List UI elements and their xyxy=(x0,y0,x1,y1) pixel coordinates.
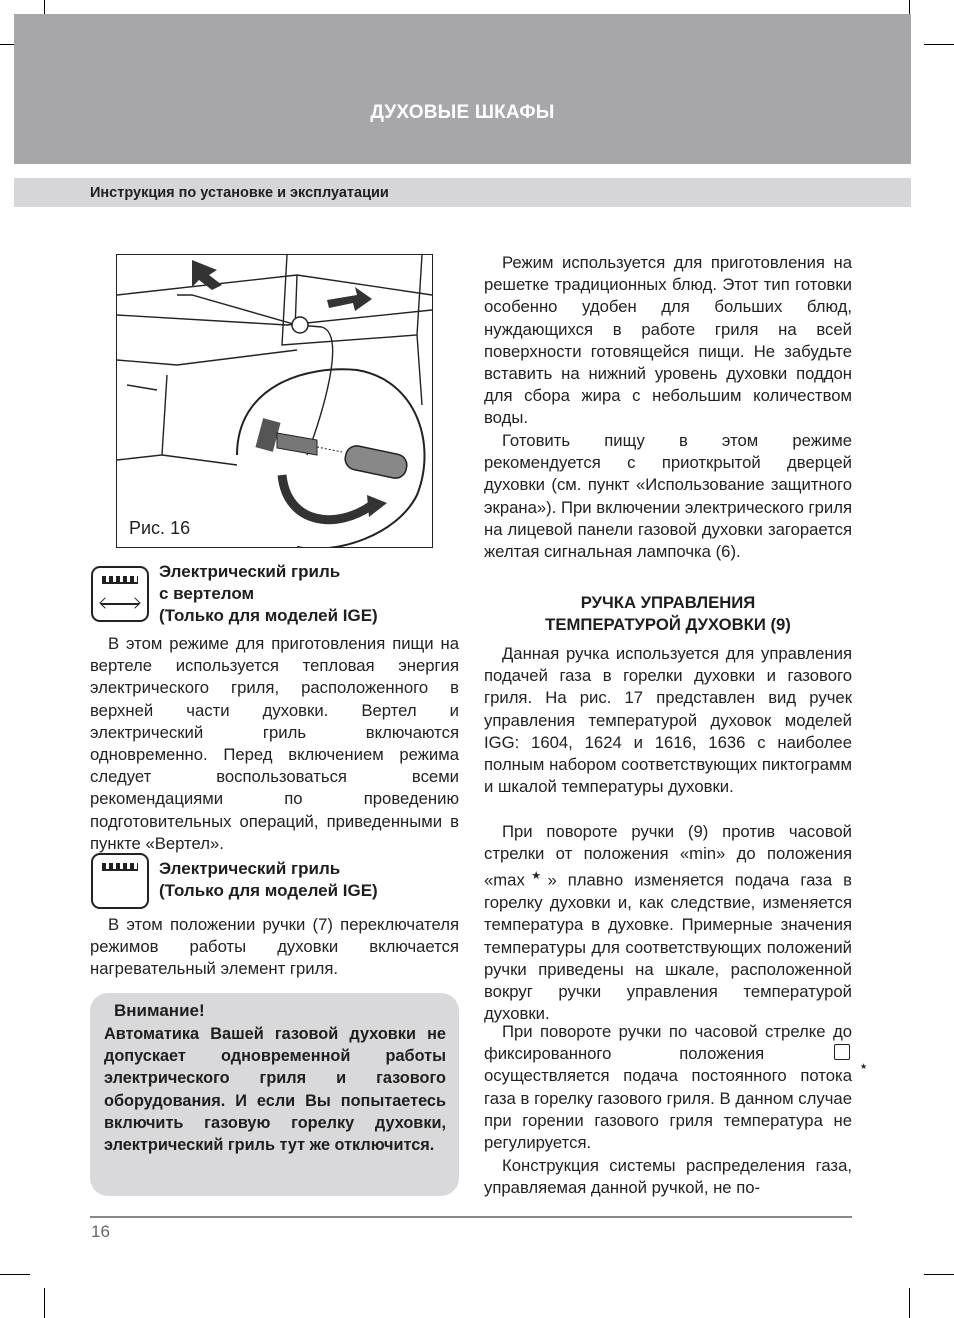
paragraph-mode-usage: Режим используется для приготовления на решетке традиционных блюд. Этот тип готовки особенно удобен для больших блюд, нуждающихся в работе гриля на всей поверхности готовящейся пищи. Не забудьте вставить на нижний уровень духовки поддон для сбора жира с небольшим количеством воды. xyxy=(484,253,852,428)
figure-16 xyxy=(116,254,433,548)
mode-heading-grill xyxy=(159,858,378,902)
crop-mark xyxy=(44,1288,45,1318)
heating-element-icon xyxy=(102,576,138,584)
crop-mark xyxy=(924,1274,954,1275)
crop-mark xyxy=(0,1274,30,1275)
text-fragment: При повороте ручки (9) против часовой стрелки от положения «min» до положения «max xyxy=(484,822,852,890)
heading-line: РУЧКА УПРАВЛЕНИЯ xyxy=(580,593,756,612)
document-subtitle: Инструкция по установке и эксплуатации xyxy=(90,185,389,201)
text-fragment: осуществляется подача постоянного потока газа в горелку газового гриля. В данном случае при горении газового гриля температура не регулируется. xyxy=(484,1066,852,1153)
section-heading-temperature-knob xyxy=(484,592,852,636)
heading-line: (Только для моделей IGE) xyxy=(159,881,378,900)
max-star-icon: ★ xyxy=(524,870,548,883)
mode-heading-rotisserie xyxy=(159,561,378,627)
subheader-band xyxy=(14,178,911,207)
page-number: 16 xyxy=(91,1222,110,1241)
text-fragment: » плавно изменяется подача газа в горелку духовки и, как следствие, изменяется температура в духовке. Примерные значения температуры для соответствующих положений ручки приведены на шкале, расположенной вокруг ручки управления температурой духовки. xyxy=(484,870,852,1024)
mode2-description: В этом положении ручки (7) переключателя режимов работы духовки включается нагревательный элемент гриля. xyxy=(90,915,459,979)
paragraph-counterclockwise xyxy=(484,821,852,1025)
heating-element-icon xyxy=(102,863,138,871)
rotisserie-spit-icon xyxy=(101,603,139,605)
paragraph-gas-distribution: Конструкция системы распределения газа, управляемая данной ручкой, не по- xyxy=(484,1156,852,1198)
crop-mark xyxy=(909,1288,910,1318)
heading-line: с вертелом xyxy=(159,584,255,603)
paragraph-knob-purpose: Данная ручка используется для управления подачей газа в горелки духовки и газового гриля. На рис. 17 представлен вид ручек управления температурой духовок моделей IGG: 1604, 1624 и 1616, 1636 с наиболее полным набором соответствующих пиктограмм и шкалой температуры духовки. xyxy=(484,644,852,797)
warning-note xyxy=(90,993,459,1196)
heading-line: Электрический гриль xyxy=(159,859,341,878)
warning-title: Внимание! xyxy=(114,1001,205,1020)
page-title: ДУХОВЫЕ ШКАФЫ xyxy=(370,102,555,123)
grill-rotisserie-icon xyxy=(91,566,149,622)
paragraph-door-ajar: Готовить пищу в этом режиме рекомендуется с приоткрытой дверцей духовки (см. пункт «Использование защитного экрана»). При включении электрического гриля на лицевой панели газовой духовки загорается желтая сигнальная лампочка (6). xyxy=(484,431,853,562)
gas-grill-symbol-icon xyxy=(834,1044,850,1060)
oven-rotisserie-illustration xyxy=(117,255,432,547)
heading-line: (Только для моделей IGE) xyxy=(159,606,378,625)
warning-text: Автоматика Вашей газовой духовки не допускает одновременной работы электрического гриля и газового оборудования. И если Вы попытаетесь включить газовую горелку духовки, электрический гриль тут же отключится. xyxy=(104,1025,446,1155)
heading-line: ТЕМПЕРАТУРОЙ ДУХОВКИ (9) xyxy=(545,615,791,634)
header-band xyxy=(14,14,911,164)
figure-caption: Рис. 16 xyxy=(129,518,191,538)
paragraph-clockwise xyxy=(484,1021,852,1154)
mode1-description: В этом режиме для приготовления пищи на вертеле используется тепловая энергия электрического гриля, расположенного в верхней части духовки. Вертел и электрический гриль включаются одновременно. Перед включением режима следует воспользоваться всеми рекомендациями по проведению подготовительных операций, приведенными в пункте «Вертел». xyxy=(90,634,459,853)
crop-mark xyxy=(924,44,954,45)
footer-divider xyxy=(90,1216,852,1218)
text-fragment: При повороте ручки по часовой стрелке до фиксированного положения xyxy=(484,1022,852,1064)
heading-line: Электрический гриль xyxy=(159,562,341,581)
grill-icon xyxy=(91,853,149,909)
